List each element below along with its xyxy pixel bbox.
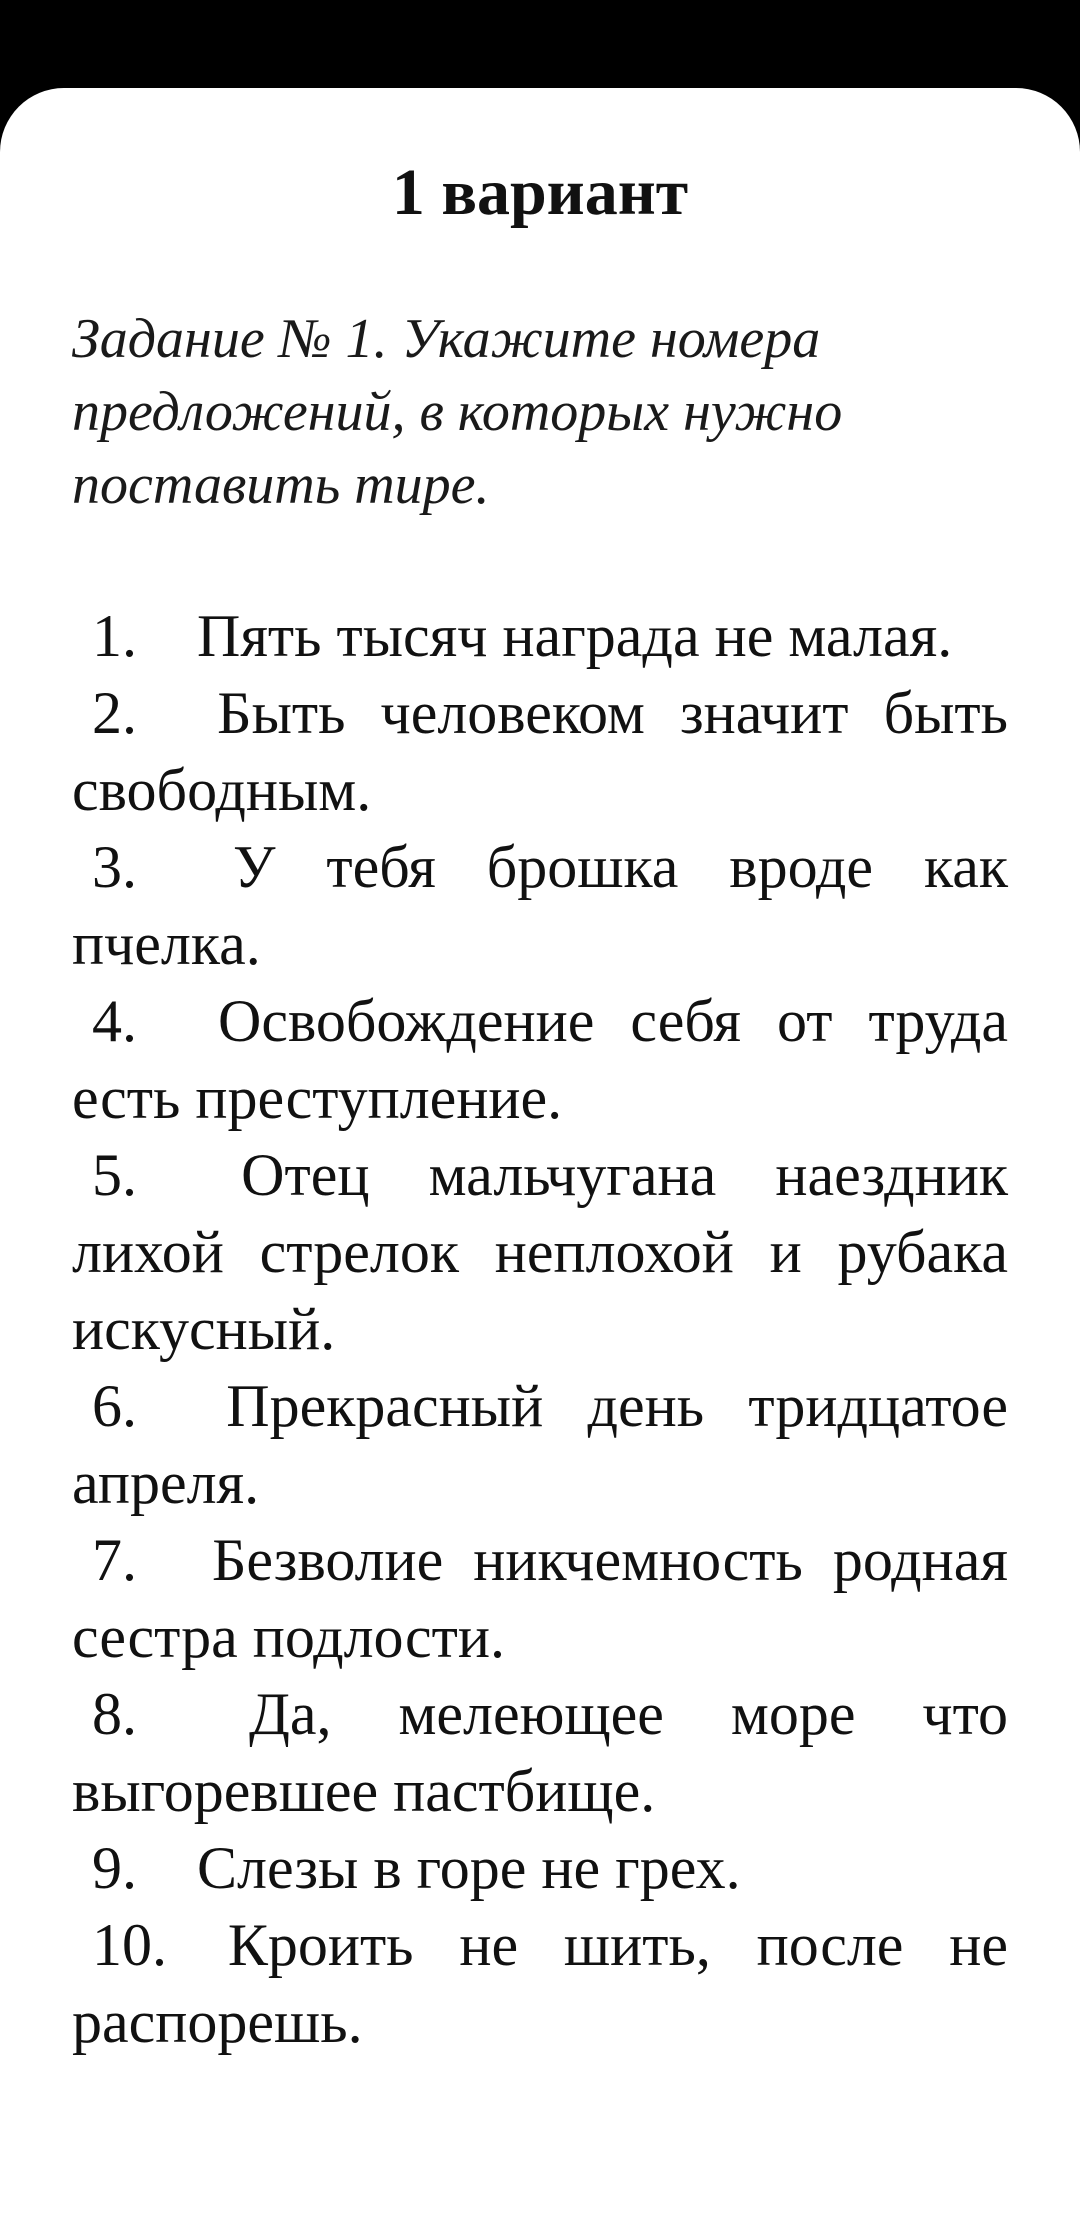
page-title: 1 вариант — [391, 156, 689, 229]
item-text: У тебя брошка вроде как пчелка. — [72, 834, 1008, 977]
item-text: Кроить не шить, после не распорешь. — [72, 1912, 1008, 2055]
item-number: 4. — [92, 988, 137, 1054]
list-item-8 — [72, 1676, 1008, 1830]
task-instruction: Задание № 1. Укажите номера предложений, в которых нужно поставить тире. — [72, 308, 843, 516]
item-number: 10. — [92, 1912, 167, 1978]
item-number: 3. — [92, 834, 137, 900]
item-text: Освобождение себя от труда есть преступление. — [72, 988, 1008, 1131]
item-number: 7. — [92, 1527, 137, 1593]
item-text: Безволие никчемность родная сестра подлости. — [72, 1527, 1008, 1670]
item-text: Отец мальчугана наездник лихой стрелок неплохой и рубака искусный. — [72, 1142, 1009, 1362]
list-item-1 — [72, 598, 1008, 675]
item-text: Слезы в горе не грех. — [197, 1835, 741, 1901]
list-item-4 — [72, 983, 1008, 1137]
item-number: 2. — [92, 680, 137, 746]
item-number: 8. — [92, 1681, 137, 1747]
item-number: 9. — [92, 1835, 137, 1901]
list-item-10 — [72, 1907, 1008, 2061]
list-item-5 — [72, 1137, 1008, 1368]
item-text: Быть человеком значит быть свободным. — [72, 680, 1009, 823]
list-item-6 — [72, 1368, 1008, 1522]
document-page — [0, 88, 1080, 2220]
item-text: Прекрасный день тридцатое апреля. — [72, 1373, 1008, 1516]
list-item-9 — [72, 1830, 1008, 1907]
sentence-list — [72, 598, 1008, 2061]
item-text: Да, мелеющее море что выгоревшее пастбище. — [72, 1681, 1008, 1824]
item-number: 5. — [92, 1142, 137, 1208]
item-number: 6. — [92, 1373, 137, 1439]
list-item-7 — [72, 1522, 1008, 1676]
list-item-2 — [72, 675, 1008, 829]
list-item-3 — [72, 829, 1008, 983]
item-text: Пять тысяч награда не малая. — [197, 603, 953, 669]
item-number: 1. — [92, 603, 137, 669]
